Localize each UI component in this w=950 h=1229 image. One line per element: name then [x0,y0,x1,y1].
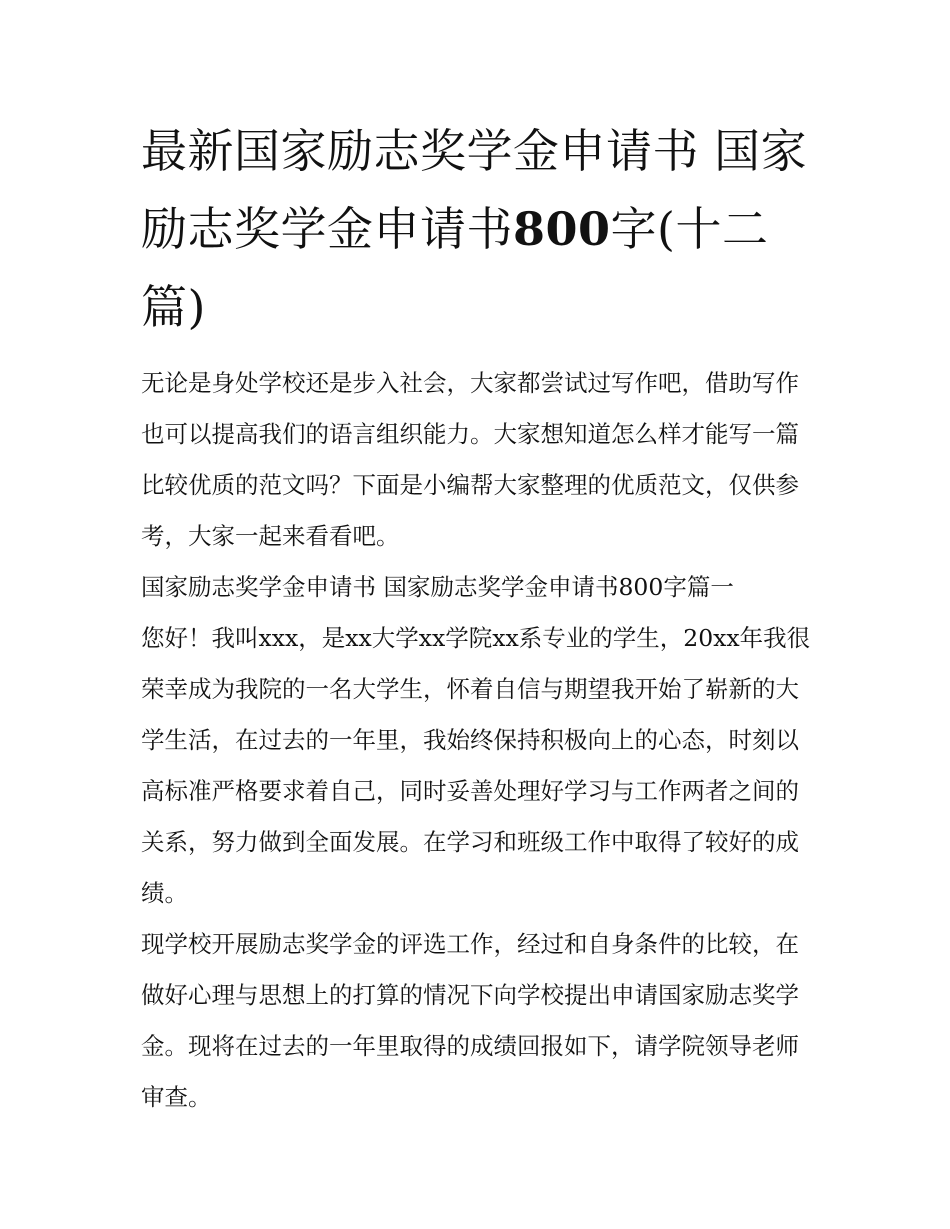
title-text-part1: 最新国家励志奖学金申请书 国家励志奖学金申请书 [141,124,808,256]
body-paragraph-1: 您好！我叫xxx，是xx大学xx学院xx系专业的学生，20xx年我很荣幸成为我院的一名大学生，怀着自信与期望我开始了崭新的大学生活，在过去的一年里，我始终保持积极向上的心态，时刻以高标准严格要求着自己，同时妥善处理好学习与工作两者之间的关系，努力做到全面发展。在学习和班级工作中取得了较好的成绩。 [141,624,811,907]
document-title [141,112,811,346]
section-title: 国家励志奖学金申请书 国家励志奖学金申请书800字篇一 [141,573,734,601]
intro-paragraph: 无论是身处学校还是步入社会，大家都尝试过写作吧，借助写作也可以提高我们的语言组织能力。大家想知道怎么样才能写一篇比较优质的范文吗？下面是小编帮大家整理的优质范文，仅供参考，大家一起来看看吧。 [141,369,799,550]
title-text-part2: 字(十二篇) [141,202,769,334]
document-content [141,112,811,1123]
title-number: 800 [513,202,611,256]
body-paragraph-2: 现学校开展励志奖学金的评选工作，经过和自身条件的比较，在做好心理与思想上的打算的情况下向学校提出申请国家励志奖学金。现将在过去的一年里取得的成绩回报如下，请学院领导老师审查。 [141,930,799,1111]
